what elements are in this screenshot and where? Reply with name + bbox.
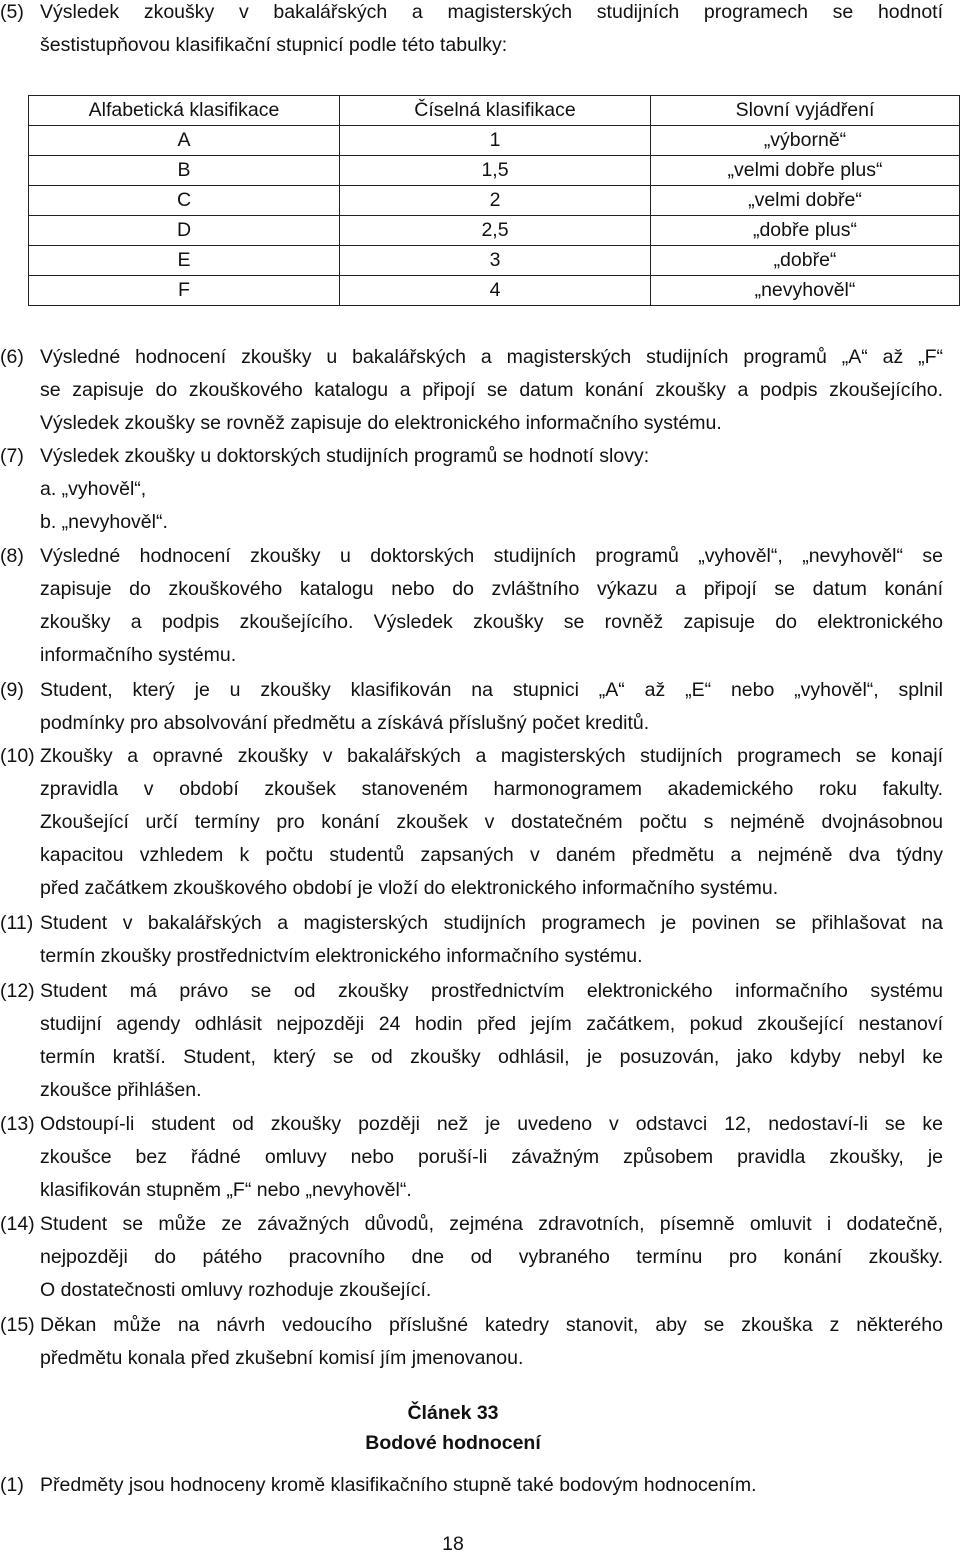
paragraph-number: (15): [0, 1314, 35, 1336]
table-row: [29, 156, 960, 186]
paragraph-line: Výsledek zkoušky v bakalářských a magisterských studijních programech se hodnotí: [40, 1, 943, 23]
paragraph-line: Zkoušky a opravné zkoušky v bakalářských a magisterských studijních programech se konají: [40, 745, 943, 767]
paragraph-line: zkoušce přihlášen.: [40, 1079, 202, 1101]
table-cell: „dobře“: [651, 246, 960, 276]
table-cell: 4: [340, 276, 651, 306]
paragraph-line: informačního systému.: [40, 644, 237, 666]
page-number: 18: [442, 1533, 464, 1555]
table-cell: „nevyhověl“: [651, 276, 960, 306]
paragraph-line: zkoušce bez řádné omluvy nebo poruší-li závažným způsobem pravidla zkoušky, je: [40, 1146, 943, 1168]
table-cell: „dobře plus“: [651, 216, 960, 246]
paragraph-line: šestistupňovou klasifikační stupnicí podle této tabulky:: [40, 34, 508, 56]
paragraph-line: Výsledné hodnocení zkoušky u bakalářských a magisterských studijních programů „A“ až „F“: [40, 346, 943, 368]
paragraph-number: (1): [0, 1474, 24, 1496]
table-cell: 2,5: [340, 216, 651, 246]
paragraph-number: (7): [0, 445, 24, 467]
paragraph-line: O dostatečnosti omluvy rozhoduje zkoušející.: [40, 1279, 432, 1301]
paragraph-line: kapacitou vzhledem k počtu studentů zapsaných v daném předmětu a nejméně dva týdny: [40, 844, 943, 866]
paragraph-number: (10): [0, 745, 35, 767]
table-cell: 2: [340, 186, 651, 216]
table-header-cell: Slovní vyjádření: [651, 96, 960, 126]
paragraph-number: (13): [0, 1113, 35, 1135]
table-header-row: [29, 96, 960, 126]
list-item: b. „nevyhověl“.: [40, 511, 168, 533]
table-cell: C: [29, 186, 340, 216]
table-cell: 1,5: [340, 156, 651, 186]
table-row: [29, 126, 960, 156]
paragraph-line: podmínky pro absolvování předmětu a získává příslušný počet kreditů.: [40, 712, 650, 734]
paragraph-line: Odstoupí-li student od zkoušky později než je uvedeno v odstavci 12, nedostaví-li se ke: [40, 1113, 943, 1135]
paragraph-line: před začátkem zkouškového období je vloží do elektronického informačního systému.: [40, 877, 779, 899]
paragraph-line: Student má právo se od zkoušky prostřednictvím elektronického informačního systému: [40, 980, 943, 1002]
paragraph-line: nejpozději do pátého pracovního dne od vybraného termínu pro konání zkoušky.: [40, 1246, 943, 1268]
paragraph-line: klasifikován stupněm „F“ nebo „nevyhověl“.: [40, 1179, 412, 1201]
paragraph-line: termín zkoušky prostřednictvím elektronického informačního systému.: [40, 945, 643, 967]
table-cell: „velmi dobře plus“: [651, 156, 960, 186]
paragraph-number: (6): [0, 346, 24, 368]
paragraph-line: se zapisuje do zkouškového katalogu a připojí se datum konání zkoušky a podpis zkoušejícího.: [40, 379, 943, 401]
paragraph-line: Student se může ze závažných důvodů, zejména zdravotních, písemně omluvit i dodatečně,: [40, 1213, 943, 1235]
table-cell: „velmi dobře“: [651, 186, 960, 216]
paragraph-line: zapisuje do zkouškového katalogu nebo do zvláštního výkazu a připojí se datum konání: [40, 578, 943, 600]
table-header-cell: Alfabetická klasifikace: [29, 96, 340, 126]
paragraph-line: zkoušky a podpis zkoušejícího. Výsledek zkoušky se rovněž zapisuje do elektronického: [40, 611, 943, 633]
paragraph-number: (11): [0, 912, 34, 934]
paragraph-line: studijní agendy odhlásit nejpozději 24 hodin před jejím začátkem, pokud zkoušející nestanoví: [40, 1013, 943, 1035]
grading-table: [28, 95, 960, 306]
paragraph-line: Výsledek zkoušky se rovněž zapisuje do elektronického informačního systému.: [40, 412, 722, 434]
paragraph-number: (9): [0, 679, 24, 701]
table-cell: B: [29, 156, 340, 186]
list-item: a. „vyhověl“,: [40, 478, 147, 500]
paragraph-number: (14): [0, 1213, 35, 1235]
paragraph-number: (5): [0, 1, 24, 23]
table-cell: A: [29, 126, 340, 156]
table-header-cell: Číselná klasifikace: [340, 96, 651, 126]
table-row: [29, 246, 960, 276]
table-row: [29, 276, 960, 306]
paragraph-line: předmětu konala před zkušební komisí jím jmenovanou.: [40, 1347, 524, 1369]
paragraph-line: zpravidla v období zkoušek stanoveném harmonogramem akademického roku fakulty.: [40, 778, 943, 800]
table-cell: 1: [340, 126, 651, 156]
table-row: [29, 216, 960, 246]
table-cell: 3: [340, 246, 651, 276]
paragraph-line: Student v bakalářských a magisterských studijních programech je povinen se přihlašovat na: [40, 912, 943, 934]
table-cell: D: [29, 216, 340, 246]
paragraph-line: termín kratší. Student, který se od zkoušky odhlásil, je posuzován, jako kdyby nebyl ke: [40, 1046, 943, 1068]
paragraph-line: Zkoušející určí termíny pro konání zkoušek v dostatečném počtu s nejméně dvojnásobnou: [40, 811, 943, 833]
paragraph-line: Student, který je u zkoušky klasifikován na stupnici „A“ až „E“ nebo „vyhověl“, splnil: [40, 679, 943, 701]
table-cell: „výborně“: [651, 126, 960, 156]
article-title: Článek 33: [407, 1402, 499, 1424]
paragraph-number: (8): [0, 545, 24, 567]
table-row: [29, 186, 960, 216]
paragraph-line: Děkan může na návrh vedoucího příslušné katedry stanovit, aby se zkouška z některého: [40, 1314, 943, 1336]
article-subtitle: Bodové hodnocení: [365, 1432, 541, 1454]
paragraph-line: Předměty jsou hodnoceny kromě klasifikačního stupně také bodovým hodnocením.: [40, 1474, 757, 1496]
paragraph-line: Výsledek zkoušky u doktorských studijních programů se hodnotí slovy:: [40, 445, 650, 467]
table-cell: E: [29, 246, 340, 276]
table-cell: F: [29, 276, 340, 306]
paragraph-number: (12): [0, 980, 35, 1002]
paragraph-line: Výsledné hodnocení zkoušky u doktorských studijních programů „vyhověl“, „nevyhověl“ se: [40, 545, 943, 567]
